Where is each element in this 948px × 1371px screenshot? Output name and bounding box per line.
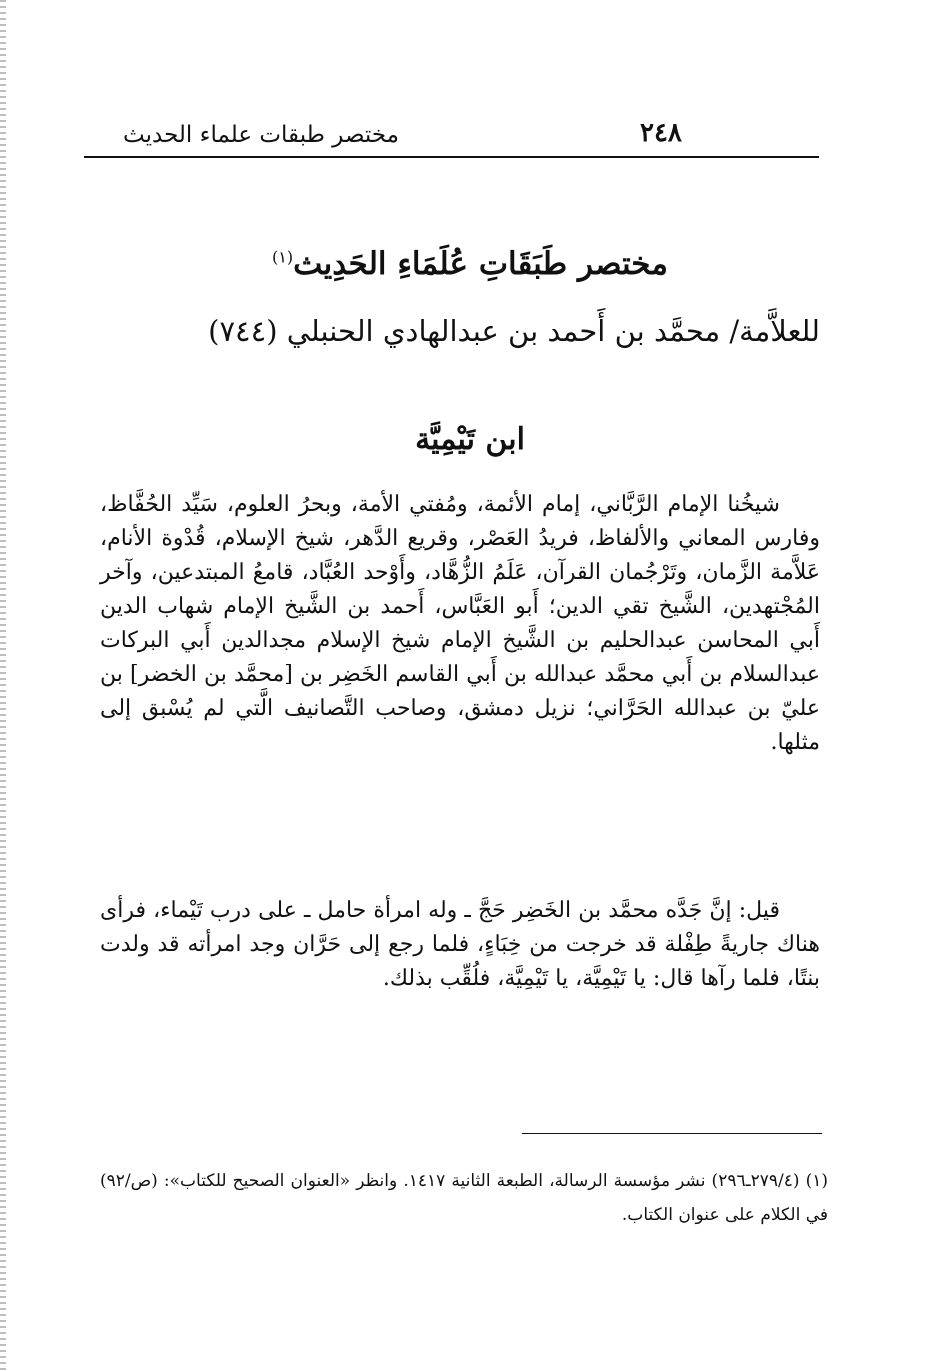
- biography-paragraph-2: [100, 894, 820, 996]
- running-header: [84, 118, 819, 158]
- author-line: للعلاَّمة/ محمَّد بن أَحمد بن عبدالهادي الحنبلي (٧٤٤): [208, 314, 820, 348]
- page-number: ٢٤٨: [640, 118, 682, 148]
- biography-paragraph-1: [100, 488, 820, 760]
- paragraph-text: قيل: إنَّ جَدَّه محمَّد بن الخَضِر حَجَّ ـ وله امرأة حامل ـ على درب تَيْماء، فرأى هناك جاريةً طِفْلة قد خرجت من خِبَاءٍ، فلما رجع إلى حَرَّان وجد امرأته قد ولدت بنتًا، فلما رآها قال: يا تَيْمِيَّة، يا تَيْمِيَّة، فلُقِّب بذلك.: [100, 898, 821, 991]
- footnote-text: (١) (٢٧٩/٤ـ٢٩٦) نشر مؤسسة الرسالة، الطبعة الثانية ١٤١٧. وانظر «العنوان الصحيح للكتاب»: (ص/٩٢) في الكلام على عنوان الكتاب.: [100, 1171, 829, 1225]
- page-title: [110, 246, 830, 282]
- section-heading: ابن تَيْمِيَّة: [415, 422, 525, 457]
- running-title: مختصر طبقات علماء الحديث: [123, 122, 399, 148]
- footnote-divider: [522, 1133, 822, 1134]
- footnote: [100, 1164, 828, 1232]
- page-title-text: مختصر طَبَقَاتِ عُلَمَاءِ الحَدِيث: [293, 246, 668, 282]
- paragraph-text: شيخُنا الإمام الرَّبَّاني، إمام الأئمة، ومُفتي الأمة، وبحرُ العلوم، سَيِّد الحُفَّاظ، وفارس المعاني والألفاظ، فريدُ العَصْر، وقريع الدَّهر، شيخ الإسلام، قُدْوة الأنام، عَلاَّمة الزَّمان، وتَرْجُمان القرآن، عَلَمُ الزُّهَّاد، وأَوْحد العُبَّاد، قامعُ المبتدعين، وآخر المُجْتهدين، الشَّيخ تقي الدين؛ أَبو العَبَّاس، أَحمد بن الشَّيخ الإمام شهاب الدين أَبي المحاسن عبدالحليم بن الشَّيخ الإمام شيخ الإسلام مجدالدين أَبي البركات عبدالسلام بن أَبي محمَّد عبدالله بن أَبي القاسم الخَضِر بن [محمَّد بن الخضر] بن عليّ بن عبدالله الحَرَّاني؛ نزيل دمشق، وصاحب التَّصانيف الَّتي لم يُسْبق إلى مثلها.: [100, 492, 820, 755]
- title-footnote-marker: (١): [272, 247, 294, 267]
